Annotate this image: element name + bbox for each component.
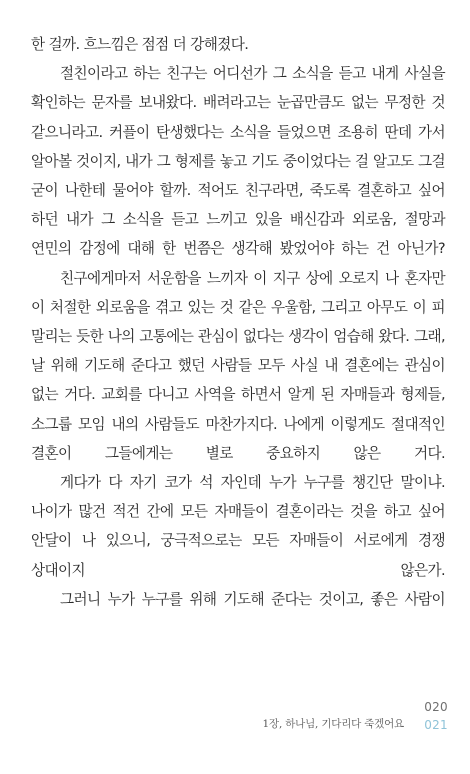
paragraph-5: 그러니 누가 누구를 위해 기도해 준다는 것이고, 좋은 사람이 xyxy=(60,590,445,608)
paragraph-1: 한 걸까. 흐느낌은 점점 더 강해졌다. xyxy=(31,36,249,53)
page-number-current: 021 xyxy=(424,718,448,732)
running-head: 1장, 하나님, 기다리다 죽겠어요 xyxy=(262,718,404,730)
page-body xyxy=(31,30,445,614)
page-number-prev: 020 xyxy=(424,700,448,714)
page-footer xyxy=(424,698,448,734)
paragraph-4: 게다가 다 자기 코가 석 자인데 누가 누구를 챙긴단 말이냐. 나이가 많건 적건 간에 모든 자매들이 결혼이라는 것을 하고 싶어 안달이 나 있으니, 궁극적으로는 모든 자매들이 서로에게 경쟁 상대이지 않은가. xyxy=(31,474,445,579)
paragraph-2: 절친이라고 하는 친구는 어디선가 그 소식을 듣고 내게 사실을 확인하는 문자를 보내왔다. 배려라고는 눈곱만큼도 없는 무정한 것 같으니라고. 커플이 탄생했다는 소식을 들었으면 조용히 딴데 가서 알아볼 것이지, 내가 그 형제를 놓고 기도 중이었다는 걸 알고도 그걸 굳이 나한테 물어야 할까. 적어도 친구라면, 죽도록 결혼하고 싶어 하던 내가 그 소식을 듣고 느끼고 있을 배신감과 외로움, 절망과 연민의 감정에 대해 한 번쯤은 생각해 봤었어야 하는 건 아닌가? xyxy=(31,65,445,258)
paragraph-3: 친구에게마저 서운함을 느끼자 이 지구 상에 오로지 나 혼자만 이 처절한 외로움을 겪고 있는 것 같은 우울함, 그리고 아무도 이 피 말리는 듯한 나의 고통에는 관심이 없다는 생각이 엄습해 왔다. 그래, 날 위해 기도해 준다고 했던 사람들 모두 사실 내 결혼에는 관심이 없는 거다. 교회를 다니고 사역을 하면서 알게 된 자매들과 형제들, 소그룹 모임 내의 사람들도 마찬가지다. 나에게 이렇게도 절대적인 결혼이 그들에게는 별로 중요하지 않은 거다. xyxy=(31,269,445,462)
